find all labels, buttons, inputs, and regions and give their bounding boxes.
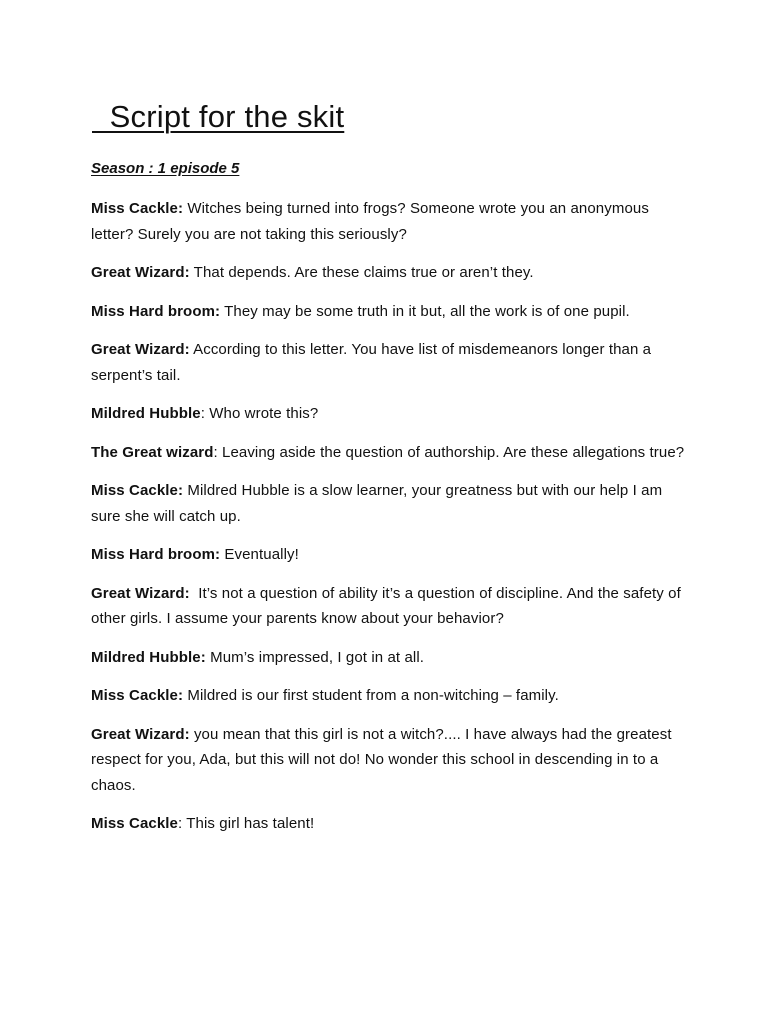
speaker-name: Mildred Hubble xyxy=(91,405,201,422)
script-line xyxy=(91,196,691,247)
speaker-name: Miss Cackle: xyxy=(91,687,184,704)
dialogue-text: Eventually! xyxy=(220,546,299,563)
dialogue-text: Witches being turned into frogs? Someone wrote you an anonymous letter? Surely you are not taking this seriously? xyxy=(91,200,654,243)
script-body xyxy=(91,196,691,850)
script-line xyxy=(91,581,691,632)
script-line xyxy=(91,811,691,837)
dialogue-text: It’s not a question of ability it’s a question of discipline. And the safety of other girls. I assume your parents know about your behavior? xyxy=(91,584,686,627)
speaker-name: The Great wizard xyxy=(91,443,214,461)
speaker-name: Great Wizard: xyxy=(91,725,190,743)
document-title: Script for the skit xyxy=(92,99,345,134)
script-line xyxy=(91,542,691,568)
dialogue-text: : Who wrote this? xyxy=(200,405,319,422)
dialogue-text: That depends. Are these claims true or aren’t they. xyxy=(189,264,534,281)
speaker-name: Great Wizard: xyxy=(91,264,190,281)
dialogue-text: They may be some truth in it but, all the work is of one pupil. xyxy=(220,302,630,320)
speaker-name: Great Wizard: xyxy=(91,584,190,602)
script-line xyxy=(91,401,691,427)
script-line xyxy=(91,299,691,325)
script-line xyxy=(91,478,691,529)
speaker-name: Miss Cackle: xyxy=(91,482,184,499)
speaker-name: Mildred Hubble: xyxy=(91,648,206,666)
script-line xyxy=(91,683,691,709)
speaker-name: Miss Hard broom: xyxy=(91,302,221,320)
script-line xyxy=(91,722,691,799)
script-line xyxy=(91,337,691,388)
script-line xyxy=(91,645,691,671)
dialogue-text: Mum’s impressed, I got in at all. xyxy=(205,648,425,666)
speaker-name: Miss Hard broom: xyxy=(91,546,221,563)
script-line xyxy=(91,260,691,286)
script-line xyxy=(91,440,691,466)
speaker-name: Great Wizard: xyxy=(91,341,190,358)
season-episode-heading: Season : 1 episode 5 xyxy=(91,160,240,177)
dialogue-text: : This girl has talent! xyxy=(177,815,315,832)
dialogue-text: Mildred is our first student from a non-witching – family. xyxy=(183,687,559,704)
dialogue-text: Mildred Hubble is a slow learner, your greatness but with our help I am sure she will catch up. xyxy=(91,482,667,525)
dialogue-text: you mean that this girl is not a witch?.... I have always had the greatest respect for you, Ada, but this will not do! No wonder this school in descending in to a chaos. xyxy=(91,725,676,794)
dialogue-text: : Leaving aside the question of authorship. Are these allegations true? xyxy=(213,443,685,461)
speaker-name: Miss Cackle xyxy=(91,815,178,832)
speaker-name: Miss Cackle: xyxy=(91,200,184,217)
dialogue-text: According to this letter. You have list of misdemeanors longer than a serpent’s tail. xyxy=(91,341,656,384)
